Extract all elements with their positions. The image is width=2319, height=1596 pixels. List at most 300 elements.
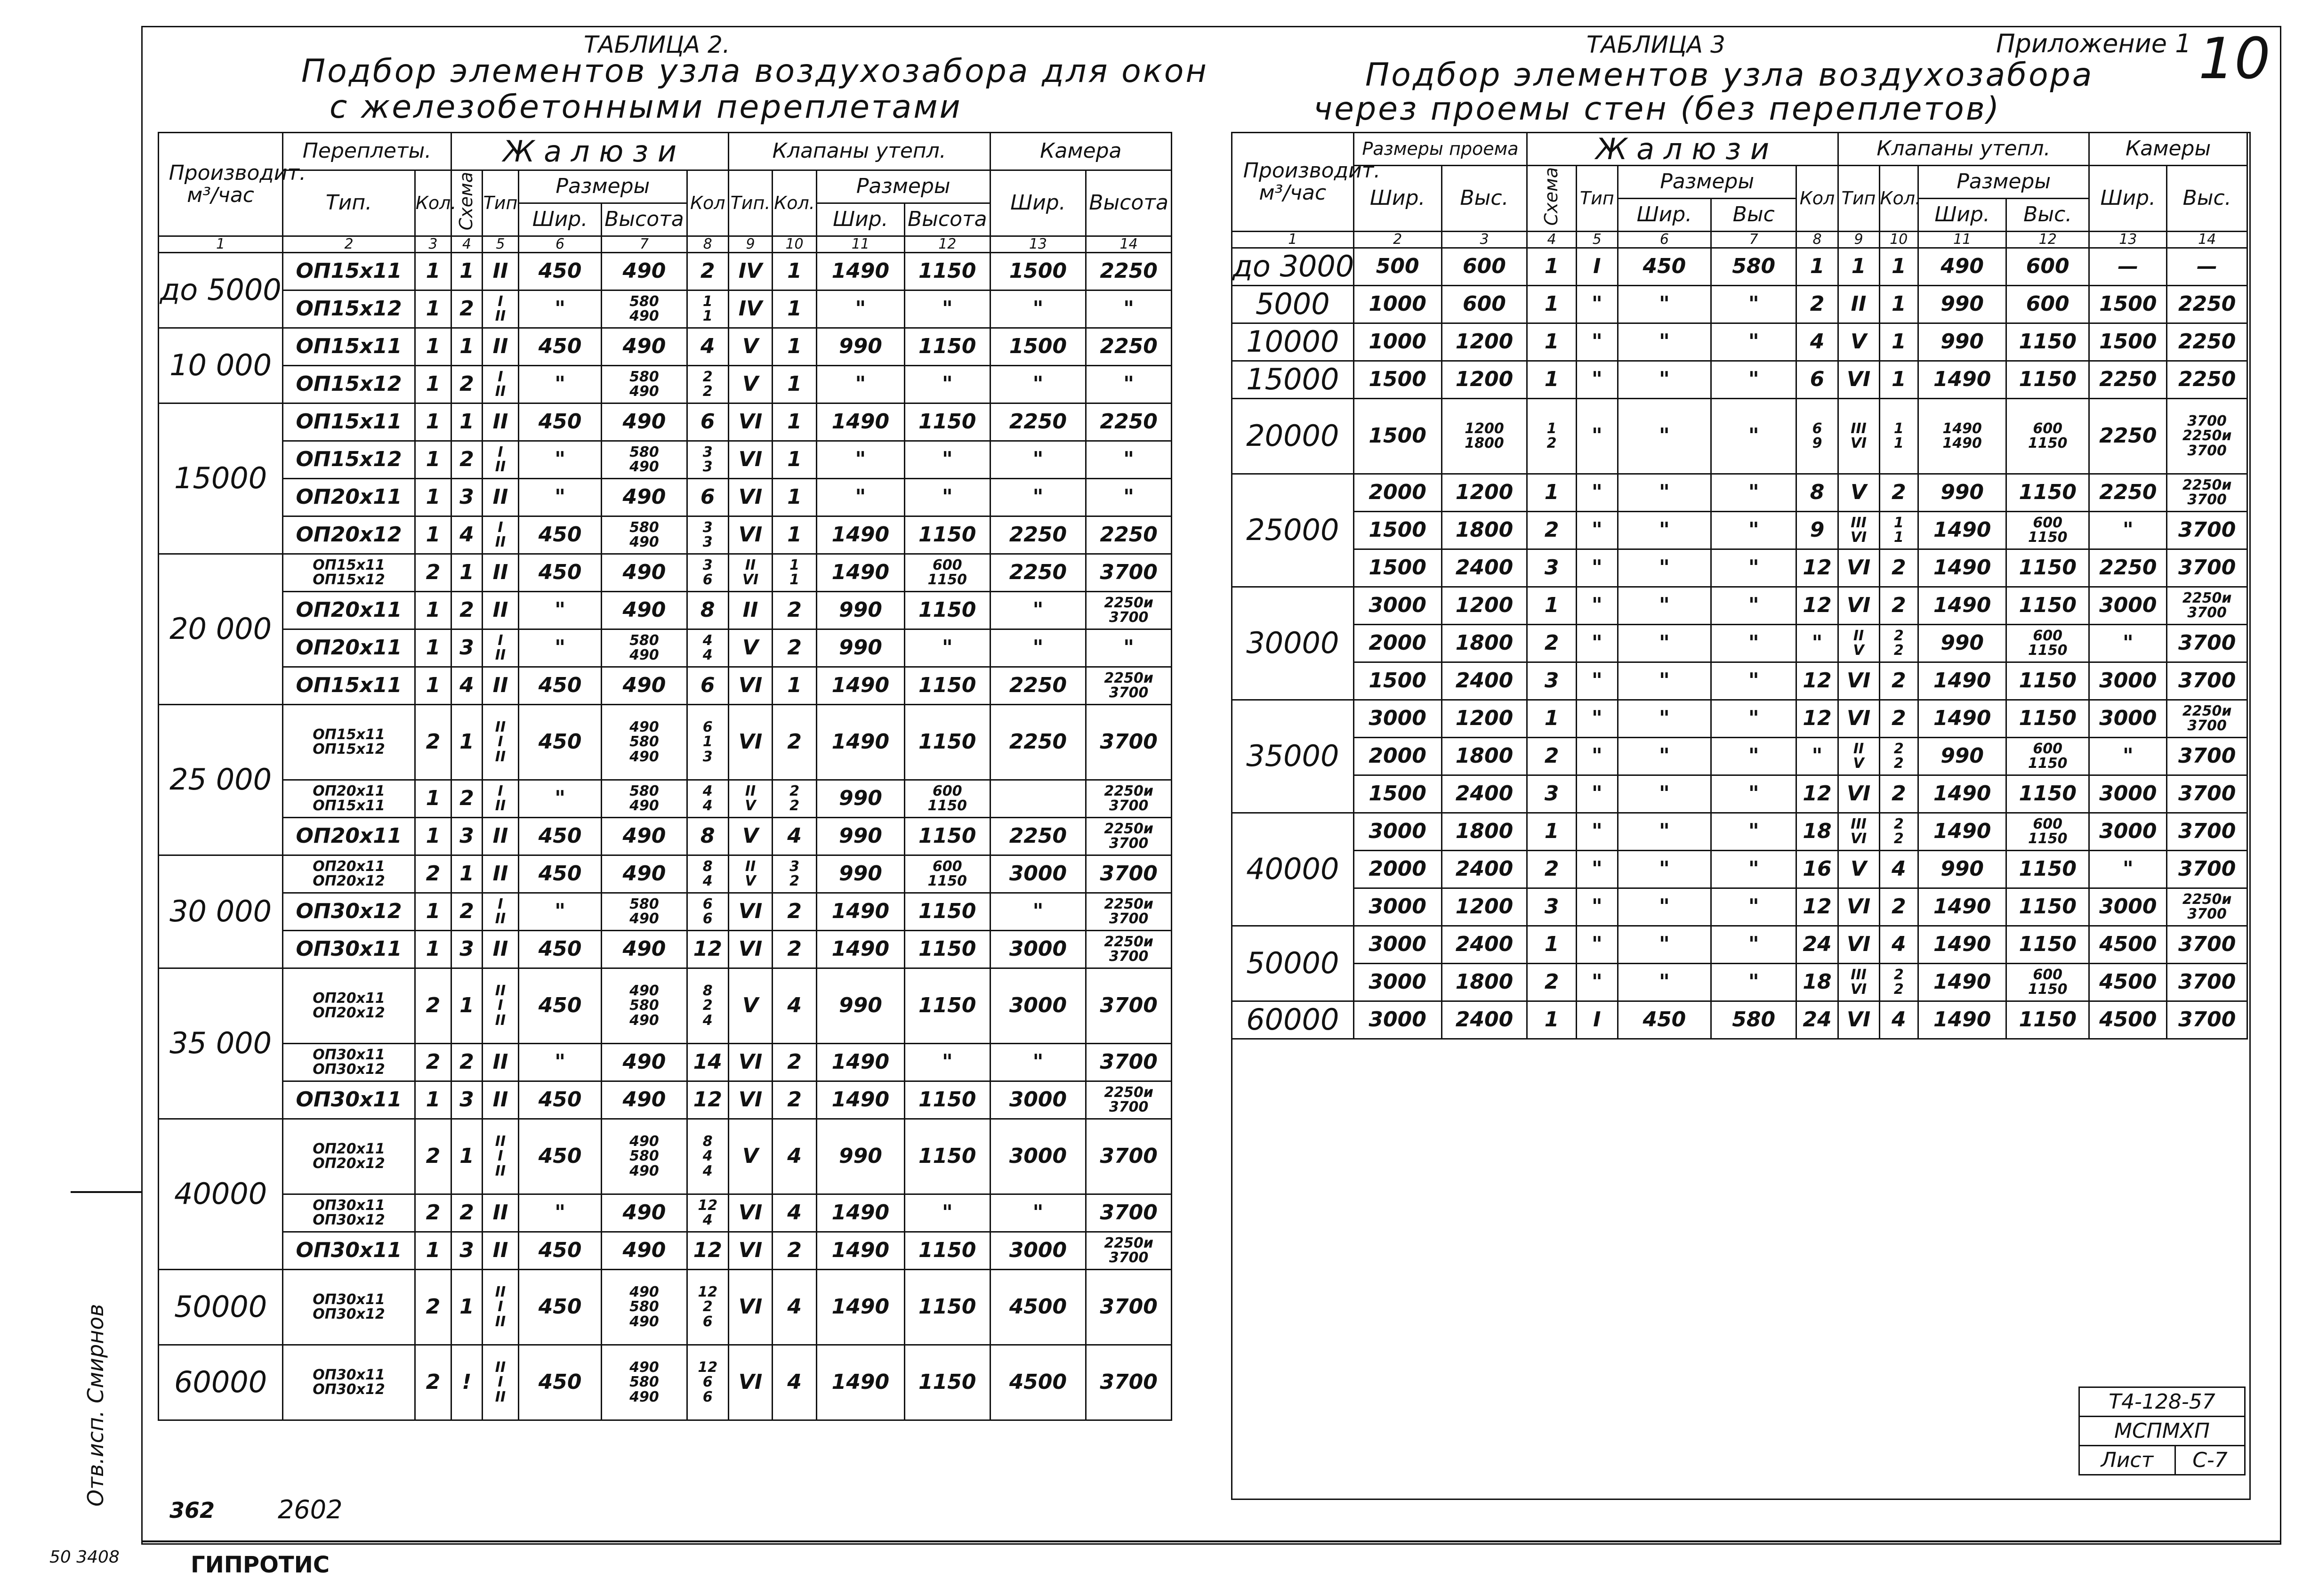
table-cell: 4	[773, 817, 817, 855]
table-cell: 2400	[1441, 926, 1527, 963]
column-number: 5	[1576, 232, 1618, 248]
table-cell: ОП15х11	[283, 403, 415, 441]
table-cell: 1490	[1918, 361, 2006, 398]
column-number: 8	[687, 236, 728, 253]
table-cell: IV	[728, 252, 773, 290]
t2-head-kol2: Кол	[687, 170, 728, 236]
stamp-org: МСПМХП	[2079, 1417, 2245, 1446]
table-cell: 3	[1527, 888, 1577, 926]
table-cell: II	[482, 930, 518, 968]
table-cell: 490 580 490	[602, 1119, 687, 1194]
table-cell: 16	[1796, 850, 1838, 888]
table-cell: "	[1618, 700, 1711, 737]
table-cell: "	[1711, 474, 1796, 511]
table-cell: 1490	[816, 1269, 904, 1345]
table-cell: 2250	[1086, 403, 1172, 441]
t2-head-vys3: Высота	[1086, 170, 1172, 236]
table-cell: 1	[1879, 361, 1918, 398]
capacity-cell: 10 000	[159, 328, 283, 403]
table-cell: I II	[482, 290, 518, 328]
table-cell: 1500	[1353, 549, 1441, 587]
table-cell: 1500	[1353, 775, 1441, 813]
table-cell: "	[1618, 361, 1711, 398]
t2-head-tip3: Тип.	[728, 170, 773, 236]
table-cell: 12 4	[687, 1194, 728, 1232]
table-cell: 6	[687, 403, 728, 441]
table-cell: "	[1711, 775, 1796, 813]
table-row	[159, 968, 1172, 1043]
table-cell: "	[1576, 474, 1618, 511]
table-cell: 2	[415, 704, 451, 780]
table-cell: 2250	[990, 516, 1086, 554]
table-cell: 3700	[2167, 624, 2247, 662]
table-cell: 1	[773, 403, 817, 441]
table-cell: "	[1086, 441, 1172, 478]
table-cell: 3700	[1086, 1269, 1172, 1345]
table-cell: 1150	[904, 1232, 990, 1269]
table-cell: 2 2	[687, 365, 728, 403]
table-cell: 1150	[2006, 1001, 2089, 1039]
table-cell: 2	[451, 780, 482, 817]
table-cell: ОП20х11	[283, 591, 415, 629]
table-cell: 1	[773, 290, 817, 328]
table-cell: 490 580 490	[602, 1269, 687, 1345]
table-cell: 3700	[2167, 549, 2247, 587]
org-name: ГИПРОТИС	[191, 1552, 330, 1578]
table-cell: II	[728, 591, 773, 629]
table-cell: II	[482, 1232, 518, 1269]
table-cell: 600 1150	[2006, 737, 2089, 775]
table-cell: 2 2	[1879, 624, 1918, 662]
stamp-sheet-label: Лист	[2079, 1446, 2175, 1475]
table-cell: 2250и 3700	[1086, 780, 1172, 817]
table-cell: "	[1576, 587, 1618, 624]
table-cell: "	[1576, 813, 1618, 850]
table-cell: 450	[518, 1232, 601, 1269]
table-cell: 1490	[1918, 700, 2006, 737]
t3-head-shir2: Шир.	[1618, 199, 1711, 232]
table-cell: "	[1576, 398, 1618, 474]
table-cell: 1	[415, 1232, 451, 1269]
table-cell: 990	[1918, 737, 2006, 775]
table-cell: 3700	[1086, 968, 1172, 1043]
table-cell: II	[482, 252, 518, 290]
table-cell: 580 490	[602, 629, 687, 667]
table-cell: 1	[773, 478, 817, 516]
table-cell: 1150	[904, 1345, 990, 1420]
table-cell: 2	[1527, 963, 1577, 1001]
table-cell: "	[518, 780, 601, 817]
table-cell: 490	[602, 328, 687, 365]
table-cell: 4	[1796, 323, 1838, 361]
table-cell: 3000	[1353, 963, 1441, 1001]
table-cell: "	[1576, 361, 1618, 398]
table-cell: 580	[1711, 248, 1796, 285]
table-cell: 2	[773, 591, 817, 629]
table-cell: 490	[602, 1043, 687, 1081]
table-cell: VI	[728, 667, 773, 704]
table-cell: 1490	[816, 704, 904, 780]
frame-bottom-rule	[141, 1540, 2281, 1542]
table-cell: "	[1618, 285, 1711, 323]
table-cell: 3700	[2167, 963, 2247, 1001]
table-cell: 1490	[816, 1232, 904, 1269]
table-cell: 2	[415, 554, 451, 591]
capacity-cell: 60000	[1232, 1001, 1354, 1039]
table-cell: "	[1618, 549, 1711, 587]
table-cell: 2 2	[1879, 813, 1918, 850]
table-cell: 1490	[1918, 813, 2006, 850]
table-cell: ОП20х11	[283, 817, 415, 855]
table-cell: "	[1618, 926, 1711, 963]
capacity-cell: 40000	[1232, 813, 1354, 926]
table-cell: 3000	[1353, 888, 1441, 926]
table2-title-line2: с железобетонными переплетами	[330, 89, 962, 126]
table-cell: 3000	[990, 1081, 1086, 1119]
table-cell: 3 2	[773, 855, 817, 893]
table-cell: 490	[602, 667, 687, 704]
table-cell: 4	[773, 1345, 817, 1420]
table-cell: 3000	[990, 968, 1086, 1043]
table-cell: ОП15х11	[283, 328, 415, 365]
table-cell: 450	[1618, 1001, 1711, 1039]
t3-head-shir3: Шир.	[1918, 199, 2006, 232]
table-cell: 1	[1527, 926, 1577, 963]
table-cell: 3	[1527, 775, 1577, 813]
table-cell: 2400	[1441, 775, 1527, 813]
table-cell: I II	[482, 441, 518, 478]
table-row	[159, 1081, 1172, 1119]
table-cell: I II	[482, 780, 518, 817]
column-number: 5	[482, 236, 518, 253]
capacity-cell: 30000	[1232, 587, 1354, 700]
table-cell: 2	[1879, 888, 1918, 926]
table-cell: 2	[415, 855, 451, 893]
t2-head-shir: Шир.	[518, 203, 601, 236]
table-cell: 490	[602, 403, 687, 441]
table-cell: 4	[1879, 850, 1918, 888]
table-cell: 1	[1527, 813, 1577, 850]
table-cell: 1490	[816, 516, 904, 554]
table-cell: 2	[451, 893, 482, 930]
table-cell: 2	[451, 365, 482, 403]
table-cell: VI	[728, 1232, 773, 1269]
table-cell: 4	[687, 328, 728, 365]
table-cell: VI	[728, 704, 773, 780]
table-cell: 1	[415, 667, 451, 704]
column-number: 13	[2089, 232, 2167, 248]
capacity-cell: 20000	[1232, 398, 1354, 474]
table-cell: 580 490	[602, 780, 687, 817]
t2-head-vys2: Высота	[904, 203, 990, 236]
table-cell: "	[904, 478, 990, 516]
table-cell: 2250и 3700	[2167, 888, 2247, 926]
table-cell: II I II	[482, 704, 518, 780]
table-cell: 1	[1527, 285, 1577, 323]
table-cell: 1800	[1441, 624, 1527, 662]
t2-head-skhema: Схема	[451, 170, 482, 236]
capacity-cell: до 3000	[1232, 248, 1354, 285]
table-cell: 1200	[1441, 361, 1527, 398]
table-cell: 490	[602, 855, 687, 893]
title-stamp	[2078, 1386, 2246, 1475]
table-cell: 1	[415, 893, 451, 930]
table-cell: 1800	[1441, 813, 1527, 850]
table-cell: V	[728, 328, 773, 365]
table-cell: 1200 1800	[1441, 398, 1527, 474]
table-cell: VI	[728, 441, 773, 478]
table-cell: "	[1576, 963, 1618, 1001]
table-cell: 4	[1879, 1001, 1918, 1039]
t3-head-tip2: Тип	[1838, 166, 1879, 232]
table-cell: I II	[482, 893, 518, 930]
table-cell: 1150	[904, 1119, 990, 1194]
table-cell: 1150	[904, 252, 990, 290]
t3-head-kol: Кол	[1796, 166, 1838, 232]
table-cell: 2250и 3700	[2167, 700, 2247, 737]
table-cell: 2250	[2089, 474, 2167, 511]
column-number: 9	[728, 236, 773, 253]
table-row	[159, 591, 1172, 629]
table-cell: 3	[451, 629, 482, 667]
table-cell: 4 4	[687, 780, 728, 817]
table-cell: 450	[518, 1345, 601, 1420]
table-cell: 3000	[990, 930, 1086, 968]
table-cell: 2250	[2167, 323, 2247, 361]
table3-label: ТАБЛИЦА 3	[1586, 31, 1725, 58]
table-cell: 3700	[2167, 662, 2247, 700]
table-cell: ОП30х11 ОП30х12	[283, 1345, 415, 1420]
table-cell: ОП15х11	[283, 667, 415, 704]
table-cell: 1500	[1353, 398, 1441, 474]
table-cell: "	[1711, 587, 1796, 624]
table-cell: 18	[1796, 813, 1838, 850]
capacity-cell: 40000	[159, 1119, 283, 1269]
table-cell: II	[1838, 285, 1879, 323]
table-cell: 12	[687, 1232, 728, 1269]
table-cell: 2	[773, 629, 817, 667]
table2	[158, 132, 1172, 1421]
table-cell: —	[2167, 248, 2247, 285]
table-cell: 4	[773, 1119, 817, 1194]
table-cell: 490	[602, 252, 687, 290]
table-cell: 4500	[2089, 1001, 2167, 1039]
table-cell: 3	[1527, 549, 1577, 587]
t2-head-razmery: Размеры	[518, 170, 687, 203]
table-cell: 6	[687, 667, 728, 704]
table-cell: "	[816, 478, 904, 516]
table-cell: 2	[415, 1269, 451, 1345]
table-cell: 490	[602, 1194, 687, 1232]
table-cell: 600 1150	[2006, 624, 2089, 662]
table3-title-line1: Подбор элементов узла воздухозабора	[1365, 56, 2094, 94]
table-cell: "	[518, 893, 601, 930]
table-cell: "	[1576, 323, 1618, 361]
table-cell: 490	[1918, 248, 2006, 285]
t3-head-shir: Шир.	[1353, 166, 1441, 232]
table-cell: 450	[518, 1119, 601, 1194]
table-cell: 1	[1527, 361, 1577, 398]
table-cell: "	[1711, 926, 1796, 963]
table-cell: "	[1618, 963, 1711, 1001]
table-cell: II I II	[482, 968, 518, 1043]
table-cell: 1	[1879, 285, 1918, 323]
table-row	[159, 1043, 1172, 1081]
table-cell: 1	[1527, 323, 1577, 361]
table-cell: 1	[415, 629, 451, 667]
table-cell: 490 580 490	[602, 1345, 687, 1420]
table-cell: 1500	[1353, 511, 1441, 549]
table-cell: 6 1 3	[687, 704, 728, 780]
table-cell: V	[728, 365, 773, 403]
column-number: 14	[1086, 236, 1172, 253]
table-cell: 1	[415, 478, 451, 516]
table-cell: ОП15х12	[283, 365, 415, 403]
table-cell: 1	[415, 403, 451, 441]
table-cell: "	[904, 629, 990, 667]
table-cell: I	[1576, 248, 1618, 285]
column-number: 3	[1441, 232, 1527, 248]
table-row	[159, 930, 1172, 968]
table-cell: III VI	[1838, 398, 1879, 474]
table-cell: 600 1150	[904, 855, 990, 893]
table-cell: "	[1618, 511, 1711, 549]
table-cell: 1500	[1353, 662, 1441, 700]
table-cell: 2250	[1086, 328, 1172, 365]
table-cell: 600 1150	[904, 554, 990, 591]
table-cell: 8 4 4	[687, 1119, 728, 1194]
table-cell: 3700	[2167, 737, 2247, 775]
sheet-number: 10	[2198, 26, 2271, 92]
table-cell: VI	[728, 478, 773, 516]
t3-head-vys2: Выс	[1711, 199, 1796, 232]
table-cell: "	[904, 365, 990, 403]
table-cell: 1	[773, 328, 817, 365]
table-cell: 2250	[1086, 516, 1172, 554]
table-cell: 4500	[2089, 963, 2167, 1001]
appendix-label: Приложение 1	[1996, 29, 2191, 58]
table-row	[159, 252, 1172, 290]
table-cell: 3 3	[687, 441, 728, 478]
table-cell: 6 6	[687, 893, 728, 930]
table-cell: 2	[415, 1194, 451, 1232]
table-cell: II	[482, 403, 518, 441]
table-cell: 3000	[2089, 700, 2167, 737]
table-cell: 1150	[904, 1269, 990, 1345]
table-cell: "	[2089, 850, 2167, 888]
table-cell: II V	[728, 855, 773, 893]
table3-frame	[1231, 132, 2251, 1500]
table-cell: 2000	[1353, 850, 1441, 888]
table-cell: "	[1576, 624, 1618, 662]
table-cell: 3	[451, 478, 482, 516]
table-cell: II V	[1838, 737, 1879, 775]
table-cell: 450	[518, 554, 601, 591]
table-cell: 1800	[1441, 511, 1527, 549]
table-cell: 1	[415, 516, 451, 554]
table-cell: "	[1711, 511, 1796, 549]
table-cell: 24	[1796, 926, 1838, 963]
t3-head-vys3: Выс.	[2006, 199, 2089, 232]
table-cell: 4	[451, 667, 482, 704]
table-cell: VI	[1838, 926, 1879, 963]
table-cell: "	[518, 441, 601, 478]
table-cell: 1150	[904, 817, 990, 855]
table-cell: 8	[687, 817, 728, 855]
table-cell: 1 2	[1527, 398, 1577, 474]
t2-head-klapany: Клапаны утепл.	[728, 133, 990, 170]
table-cell: 2	[1879, 700, 1918, 737]
table-cell: 1150	[904, 968, 990, 1043]
table-row	[159, 328, 1172, 365]
table-cell: 1	[1527, 248, 1577, 285]
table-cell: 3700	[1086, 1043, 1172, 1081]
t3-head-tip: Тип	[1576, 166, 1618, 232]
column-number: 6	[518, 236, 601, 253]
table-cell: 2	[773, 704, 817, 780]
table-cell: 3	[1527, 662, 1577, 700]
table-row	[159, 780, 1172, 817]
table-cell: 1150	[904, 893, 990, 930]
capacity-cell: 60000	[159, 1345, 283, 1420]
table-cell: 1490	[1918, 926, 2006, 963]
table-cell: 1150	[2006, 587, 2089, 624]
table-cell: "	[1086, 478, 1172, 516]
column-number: 9	[1838, 232, 1879, 248]
table-cell: ОП15х12	[283, 290, 415, 328]
table-row	[159, 1119, 1172, 1194]
table-cell: 3000	[1353, 1001, 1441, 1039]
table-cell: 3000	[1353, 813, 1441, 850]
table-cell: "	[990, 290, 1086, 328]
table-cell: VI	[728, 1043, 773, 1081]
table-cell: II	[482, 554, 518, 591]
table-cell: 1490	[816, 1345, 904, 1420]
bottom-mark: 50 3408	[49, 1548, 120, 1567]
table-cell: 1	[415, 290, 451, 328]
table-cell: 1150	[2006, 323, 2089, 361]
table-cell: 1	[1527, 587, 1577, 624]
table-cell: 990	[1918, 474, 2006, 511]
capacity-cell: 50000	[159, 1269, 283, 1345]
table-cell: "	[1576, 926, 1618, 963]
table-cell: 2	[451, 441, 482, 478]
table-cell: ОП20х11 ОП20х12	[283, 855, 415, 893]
table-cell: 990	[816, 968, 904, 1043]
table-cell: 450	[518, 667, 601, 704]
table-row	[159, 704, 1172, 780]
table-cell: 18	[1796, 963, 1838, 1001]
table-cell: ОП30х12	[283, 893, 415, 930]
table-cell: 580 490	[602, 290, 687, 328]
table-cell: VI	[1838, 361, 1879, 398]
table-cell: 600	[1441, 248, 1527, 285]
table-row	[159, 516, 1172, 554]
table-cell: 2 2	[1879, 737, 1918, 775]
table-cell: 4	[451, 516, 482, 554]
table-cell: 990	[816, 780, 904, 817]
table-cell: 1 1	[1879, 398, 1918, 474]
table-cell: 3700	[2167, 813, 2247, 850]
column-number: 11	[816, 236, 904, 253]
table-cell: II I II	[482, 1269, 518, 1345]
table-cell: 4	[773, 968, 817, 1043]
table-cell: II	[482, 1194, 518, 1232]
capacity-cell: 50000	[1232, 926, 1354, 1001]
table-cell: ОП20х11	[283, 629, 415, 667]
table-cell: 600	[2006, 248, 2089, 285]
table-cell: 1150	[904, 667, 990, 704]
